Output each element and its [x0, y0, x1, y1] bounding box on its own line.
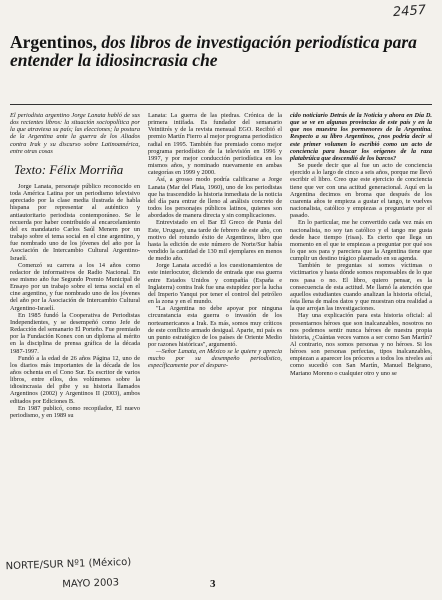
- handwritten-archive-number: 2457: [392, 2, 427, 21]
- col1-paragraph: En 1985 fundó la Cooperativa de Periodistas Independientes, y se desempeñó como Jefe de Redacción del semanario El Porteño. Fue premiado por la Fundación Konex con un diploma al mérito en la disciplina de prensa gráfica de la década 1987-1997.: [10, 311, 140, 355]
- page-number: 3: [210, 578, 216, 590]
- handwritten-publication: NORTE/SUR Nº1 (México): [5, 556, 132, 573]
- handwritten-source-note: [5, 556, 132, 594]
- headline-rest: dos libros de investigación periodística para entender la idiosincrasia che: [10, 32, 417, 70]
- column-1: [10, 112, 140, 419]
- col2-paragraph: Entrevistado en el Bar El Greco de Punta del Este, Uruguay, una tarde de febrero de este año, con motivo del rotundo éxito de Argentinos, libro que hasta la edición de este número de Norte/Sur había vendido la cantidad de 130 mil ejemplares en menos de medio año.: [148, 219, 282, 263]
- col1-paragraph: Jorge Lanata, personaje público reconocido en toda América Latina por un periodismo televisivo apreciado por la clase media ilustrada de habla hispana por representar al auténtico y antiautoritario periodista contemporáneo. Se le recuerda por haber contribuido al encarcelamiento del ex mandatario Carlos Saúl Menem por un trabajo sobre el tema social en el cine argentino, y fue nombrado uno de los jóvenes del año por la Asociación de Intercambio Cultural Argentino-Israelí.: [10, 182, 140, 262]
- interview-question-continued: cido noticiario Detrás de la Noticia y ahora en Día D. que se ve en algunas provincias de este país y en la que nos muestra los pormenores de la Argentina. Respecto a su libro Argentinos, ¿nos podría decir si este primer volumen lo escribió como un acto de conciencia para buscar los orígenes de la raza platabrúica que descendió de los barcos?: [290, 112, 432, 162]
- article-lead: El periodista argentino Jorge Lanata habló de sus dos recientes libros: la situación sociopolítica por la que atraviesa su país; las elecciones; la postura de la Argentina ante la guerra de los Aliados contra Irak y su discurso sobre Latinoamérica, entre otras cosas: [10, 112, 140, 155]
- headline-rule: [10, 104, 432, 105]
- col2-paragraph: Lanata: La guerra de las piedras. Crónica de la primera intifada. Es fundador del semanario Veintitrés y de la revista mensual EGO. Recibió el premio Martín Fierro al mejor programa periodístico radial en 1995. También fue premiado como mejor programa periodístico de la televisión en 1996 y 1997, y por mejor conducción periodística en los mismos años, y nominado nuevamente en ambas categorías en 1999 y 2000.: [148, 112, 282, 177]
- col1-paragraph: Fundó a la edad de 26 años Página 12, uno de los diarios más importantes de la década de los años ochenta en el Cono Sur. Es escritor de varios libros, entre ellos, dos volúmenes sobre la idiosincrasia del pibe y su historia llamados Argentinos (2002) y Argentinos II (2003), ambos editados por Ediciones B.: [10, 354, 140, 405]
- col1-paragraph: Comenzó su carrera a los 14 años como redactor de informativos de Radio Nacional. En ese mismo año fue Segundo Premio Municipal de Ensayo por un trabajo sobre el tema social en el cine argentino, y fue nombrado uno de los jóvenes del año por la Asociación de Intercambio Cultural Argentino-Israelí.: [10, 261, 140, 312]
- col1-paragraph: En 1987 publicó, como recopilador, El nuevo periodismo, y en 1989 su: [10, 404, 140, 419]
- col2-paragraph: Así, a grosso modo podría calificarse a Jorge Lanata (Mar del Plata, 1960), uno de los periodistas que ha trascendido la historia inmediata de la noticia del día para entrar de lleno al análisis concreto de todos los personajes públicos latinos, quienes son abordados de manera directa y sin complicaciones.: [148, 176, 282, 220]
- column-3: [290, 112, 432, 377]
- col3-paragraph: Se puede decir que al fue un acto de conciencia ejercido a lo largo de cinco a seis años, porque me llevó escribir el libro. Creo que este ejercicio de conciencia tiene que ver con una actitud generacional. Aquí en la Argentina decimos en broma que después de los cuarenta años te empieza a gustar el tango, te vuelves nacionalista, católico y empiezas a preguntarte por el pasado.: [290, 162, 432, 220]
- col3-paragraph: Hay una explicación para esta historia oficial: al presentarnos héroes que son inalcanzables, nosotros no nos podemos sentir nunca héroes de nuestra propia historia, ¿Cuántas veces vamos a ser como San Martín? Al contrario, nos somos personas y no héroes. Si los héroes son personas perfectas, tipos inalcanzables, empiezan a aparecer los próceres a todos los niveles así como sucedió con San Martín, Manuel Belgrano, Mariano Moreno o cualquier otro y uno se: [290, 312, 432, 377]
- col2-paragraph: "La Argentina no debe apoyar por ninguna circunstancia esta guerra o invasión de los norteamericanos a Irak. Es más, somos muy críticos de este conflicto armado desigual. Aparte, mi país es un punto estratégico de los países de Oriente Medio por razones históricas", argumentó.: [148, 305, 282, 348]
- col3-paragraph: También te preguntas si somos víctimas o victimarios y hasta dónde somos responsables de lo que nos pasa o no. El libro, quiero pensar, es la consecuencia de esta actitud. Me llamó la atención que aquellos estudiantes cuando analizan la historia oficial, ésta llena de malos datos y que muestran otra realidad a la que arrojan las investigaciones.: [290, 262, 432, 313]
- handwritten-date: MAYO 2003: [62, 577, 120, 591]
- article-headline: [10, 33, 430, 69]
- interview-question: —Señor Lanata, en México se le quiere y aprecia mucho por su desempeño periodístico, específicamente por el despare-: [148, 348, 282, 370]
- col3-paragraph: En lo particular, me he convertido cada vez más en nacionalista, no soy tan católico y el tango me gusta desde hace tiempo (risas). Es cierto que llega un momento en el que te empiezas a preguntar por qué sos lo que sos para y pareciera que la Argentina tiene que cumplir un destino trágico plasmado en su agenda.: [290, 219, 432, 263]
- column-2: [148, 112, 282, 370]
- headline-lead-word: Argentinos,: [10, 32, 98, 52]
- col2-paragraph: Jorge Lanata accedió a los cuestionamientos de este interlocutor, diciendo de entrada que esa guerra entre Estados Unidos y compañía (España e Inglaterra) contra Irak fue una estupidez por la lucha del Imperio Yanqui por tener el control del petróleo en la zona y en el mundo.: [148, 262, 282, 306]
- byline: Texto: Félix Morriña: [14, 161, 124, 177]
